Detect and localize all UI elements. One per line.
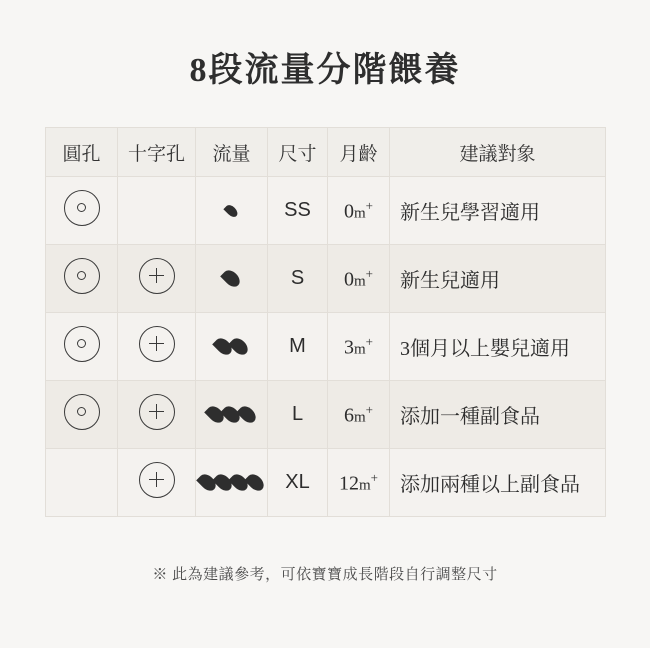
cell-target: 添加兩種以上副食品 <box>390 449 606 517</box>
age-number: 6 <box>343 404 354 427</box>
table-row <box>46 177 606 245</box>
cell-age <box>328 449 390 517</box>
round-hole-icon <box>64 326 100 362</box>
cell-cross-hole <box>118 313 196 381</box>
cell-cross-hole <box>118 449 196 517</box>
cell-age <box>328 245 390 313</box>
header-size: 尺寸 <box>268 128 328 177</box>
cell-round-hole <box>46 313 118 381</box>
cell-target: 添加一種副食品 <box>390 381 606 449</box>
age-plus: + <box>365 197 373 213</box>
cross-hole-icon <box>139 326 175 362</box>
round-hole-dot-icon <box>77 271 86 280</box>
flow-droplets <box>197 405 266 424</box>
cell-flow <box>196 245 268 313</box>
cell-round-hole <box>46 449 118 517</box>
cell-round-hole <box>46 177 118 245</box>
flow-table-wrapper <box>45 127 605 517</box>
age-number: 3 <box>343 336 354 359</box>
cell-flow <box>196 381 268 449</box>
table-row <box>46 313 606 381</box>
cross-hole-icon <box>139 394 175 430</box>
age-plus: + <box>370 469 378 485</box>
table-row <box>46 449 606 517</box>
cell-round-hole <box>46 245 118 313</box>
cell-cross-hole <box>118 177 196 245</box>
cell-flow <box>196 449 268 517</box>
cell-size: L <box>268 381 328 449</box>
age-unit: m <box>353 273 366 290</box>
age-unit: m <box>353 205 366 222</box>
flow-droplets <box>197 204 266 218</box>
cell-size: XL <box>268 449 328 517</box>
cross-hole-icon <box>139 258 175 294</box>
cell-age <box>328 381 390 449</box>
table-header <box>46 128 606 177</box>
droplet-icon <box>228 335 251 358</box>
cell-flow <box>196 313 268 381</box>
age-plus: + <box>365 265 373 281</box>
round-hole-dot-icon <box>77 407 86 416</box>
table-row <box>46 381 606 449</box>
cross-horizontal-bar-icon <box>149 275 164 277</box>
round-hole-dot-icon <box>77 203 86 212</box>
header-target: 建議對象 <box>390 128 606 177</box>
cross-hole-icon <box>139 462 175 498</box>
flow-droplets <box>197 473 266 492</box>
droplet-icon <box>220 267 243 290</box>
cell-size: SS <box>268 177 328 245</box>
table-header-row <box>46 128 606 177</box>
cell-size: M <box>268 313 328 381</box>
round-hole-icon <box>64 394 100 430</box>
cell-target: 3個月以上嬰兒適用 <box>390 313 606 381</box>
flow-droplets <box>197 337 266 356</box>
footnote: ※ 此為建議參考，可依寶寶成長階段自行調整尺寸 <box>152 567 498 583</box>
cell-round-hole <box>46 381 118 449</box>
round-hole-icon <box>64 258 100 294</box>
page-title: 8段流量分階餵養 <box>189 52 461 89</box>
age-number: 0 <box>343 200 354 223</box>
cell-target: 新生兒學習適用 <box>390 177 606 245</box>
cell-cross-hole <box>118 381 196 449</box>
flow-table <box>45 127 606 517</box>
round-hole-dot-icon <box>77 339 86 348</box>
age-plus: + <box>365 401 373 417</box>
cell-flow <box>196 177 268 245</box>
cross-horizontal-bar-icon <box>149 479 164 481</box>
cell-cross-hole <box>118 245 196 313</box>
flow-droplets <box>197 269 266 288</box>
age-unit: m <box>358 477 371 494</box>
cross-horizontal-bar-icon <box>149 411 164 413</box>
droplet-icon <box>223 202 239 218</box>
cell-size: S <box>268 245 328 313</box>
round-hole-icon <box>64 190 100 226</box>
header-flow: 流量 <box>196 128 268 177</box>
age-number: 12 <box>338 472 359 495</box>
header-age: 月齡 <box>328 128 390 177</box>
cross-horizontal-bar-icon <box>149 343 164 345</box>
age-plus: + <box>365 333 373 349</box>
header-cross-hole: 十字孔 <box>118 128 196 177</box>
table-body <box>46 177 606 517</box>
age-unit: m <box>353 341 366 358</box>
age-unit: m <box>353 409 366 426</box>
cell-age <box>328 177 390 245</box>
cell-age <box>328 313 390 381</box>
header-round-hole: 圓孔 <box>46 128 118 177</box>
droplet-icon <box>236 403 259 426</box>
age-number: 0 <box>343 268 354 291</box>
droplet-icon <box>244 471 267 494</box>
cell-target: 新生兒適用 <box>390 245 606 313</box>
table-row <box>46 245 606 313</box>
